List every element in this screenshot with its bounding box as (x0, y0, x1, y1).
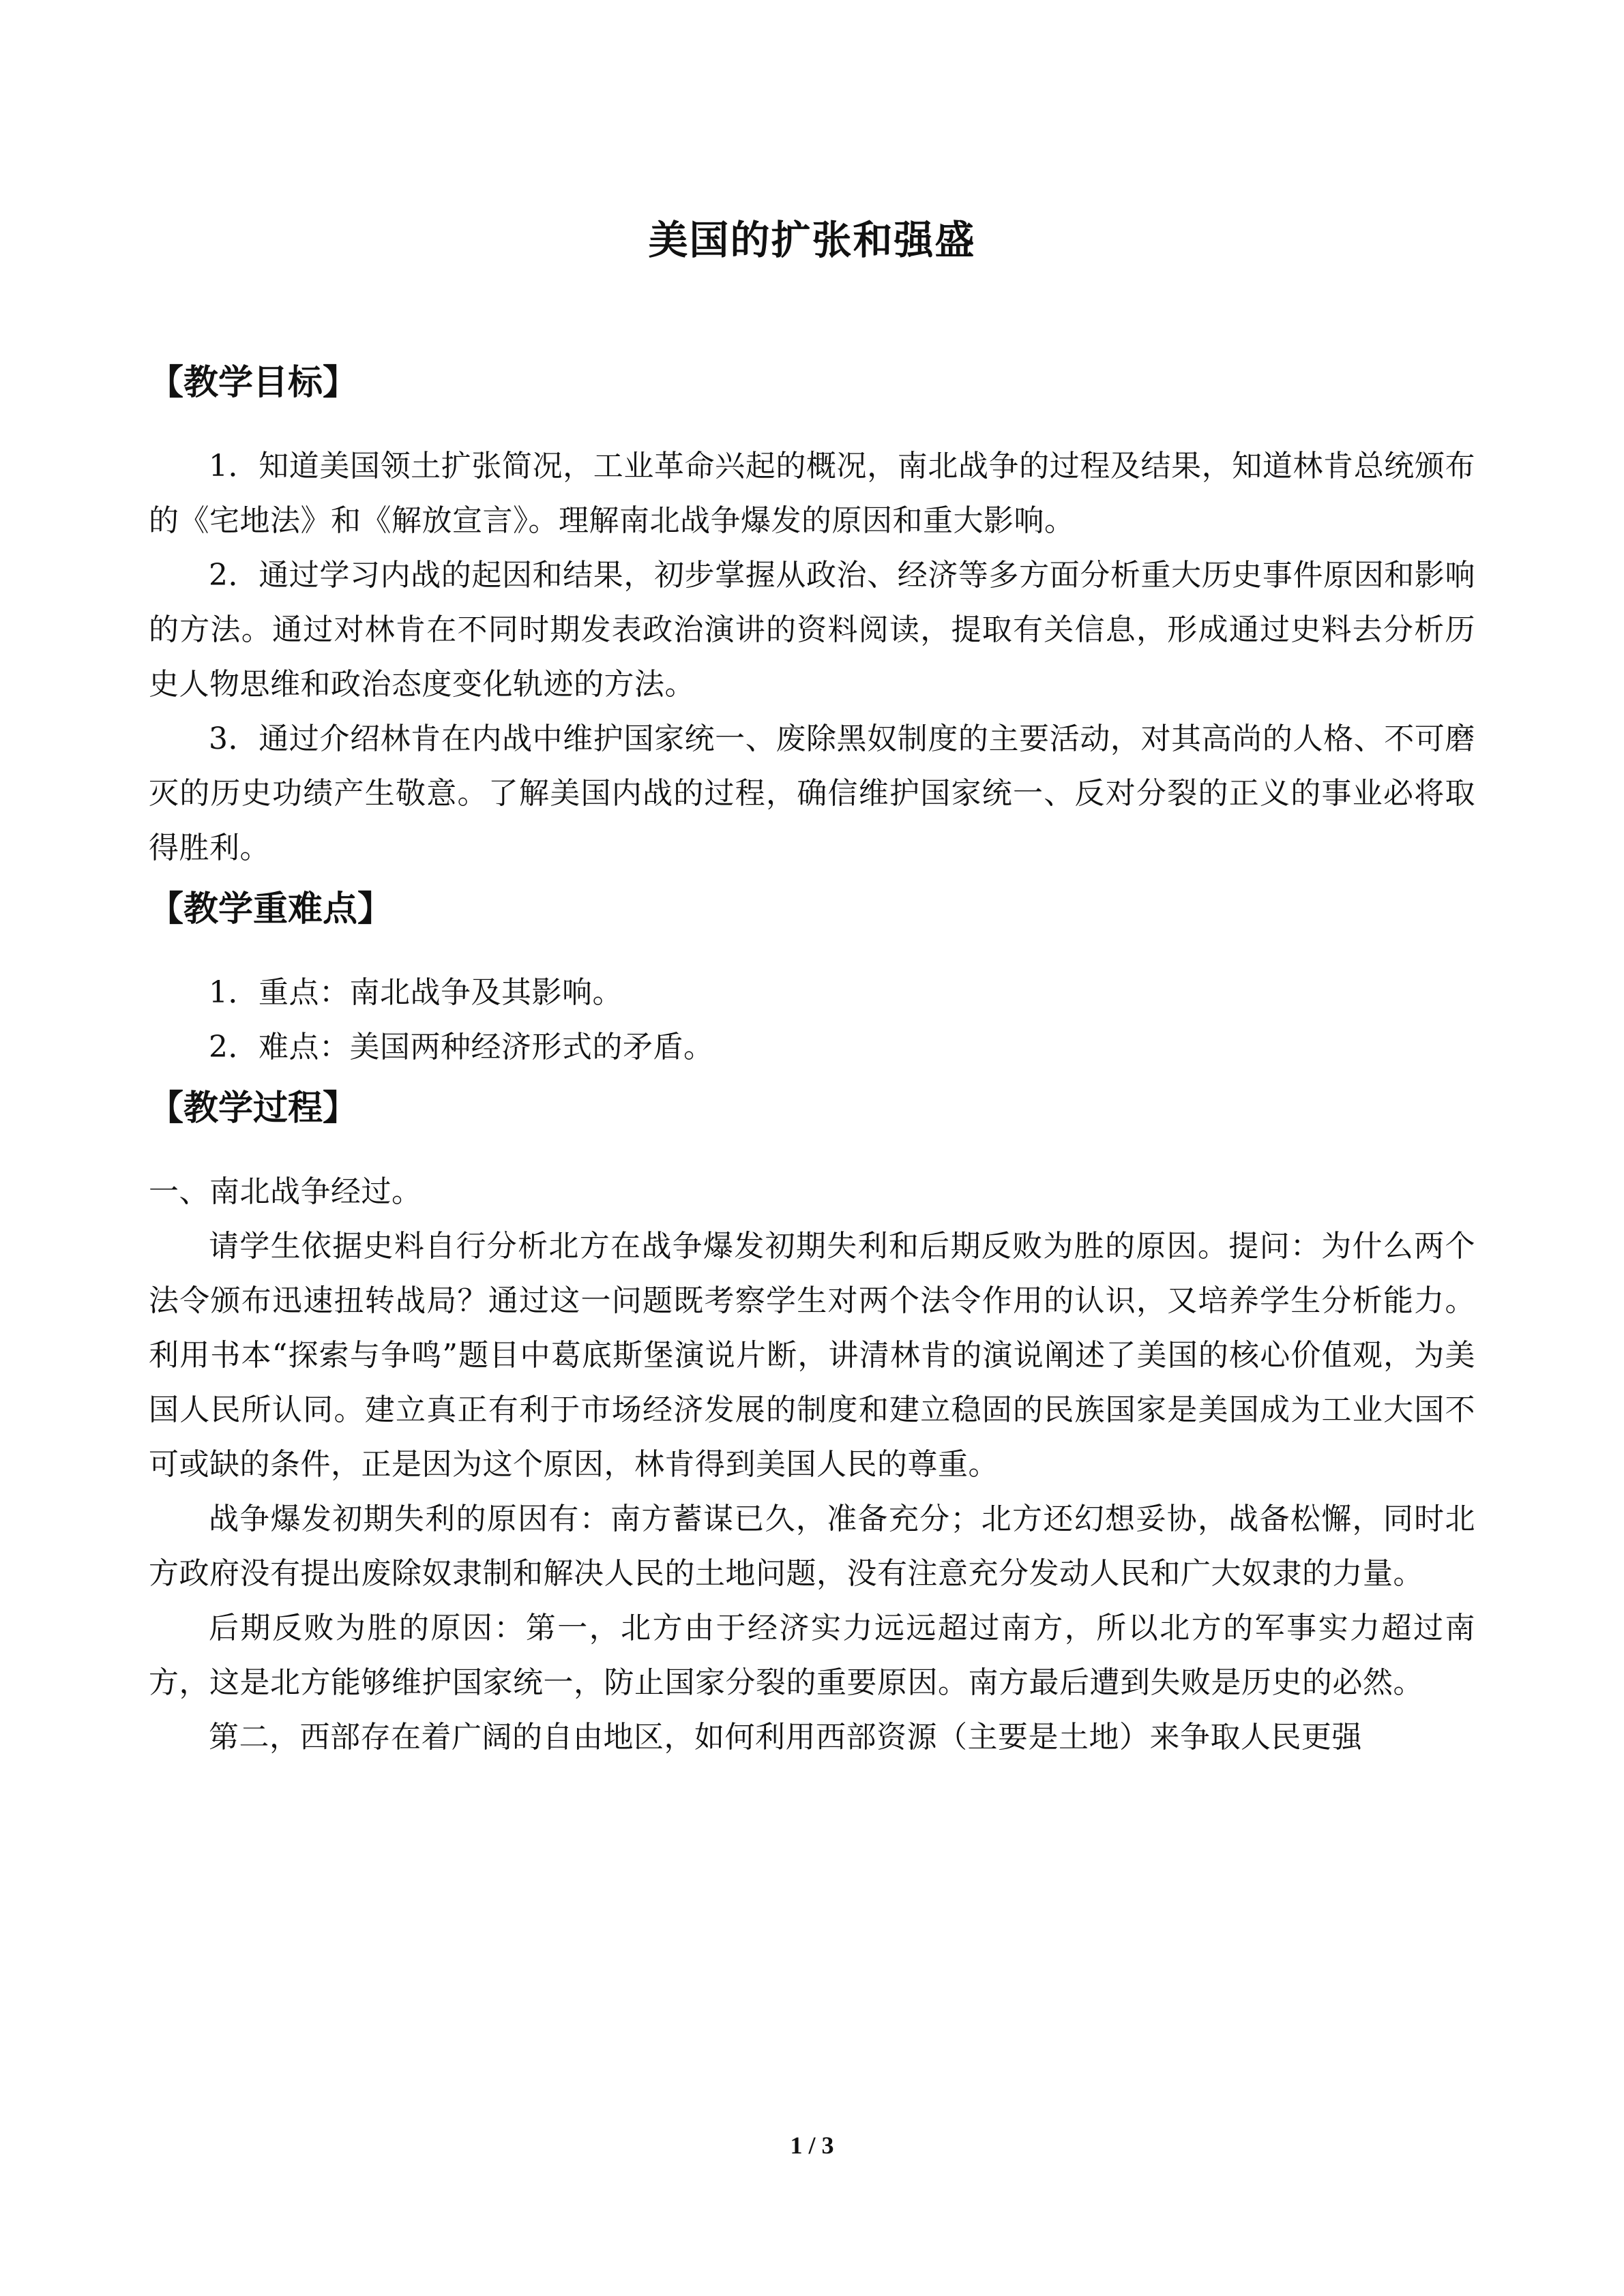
section-heading-key-points: 【教学重难点】 (149, 889, 393, 929)
key-point-item-2: 2．难点：美国两种经济形式的矛盾。 (209, 1030, 714, 1064)
objective-item-3: 3．通过介绍林肯在内战中维护国家统一、废除黑奴制度的主要活动，对其高尚的人格、不可磨灭的历史功绩产生敬意。了解美国内战的过程，确信维护国家统一、反对分裂的正义的事业必将取得胜利。 (149, 721, 1475, 865)
process-subheading: 一、南北战争经过。 (149, 1174, 422, 1209)
objective-item-2: 2．通过学习内战的起因和结果，初步掌握从政治、经济等多方面分析重大历史事件原因和影响的方法。通过对林肯在不同时期发表政治演讲的资料阅读，提取有关信息，形成通过史料去分析历史人物思维和政治态度变化轨迹的方法。 (149, 558, 1475, 702)
process-paragraph-4: 第二，西部存在着广阔的自由地区，如何利用西部资源（主要是土地）来争取人民更强 (209, 1720, 1362, 1755)
page-title: 美国的扩张和强盛 (648, 217, 976, 263)
objective-item-1: 1．知道美国领土扩张简况，工业革命兴起的概况，南北战争的过程及结果，知道林肯总统颁布的《宅地法》和《解放宣言》。理解南北战争爆发的原因和重大影响。 (149, 449, 1475, 538)
page-number: 1 / 3 (790, 2132, 834, 2159)
process-paragraph-2: 战争爆发初期失利的原因有：南方蓄谋已久，准备充分；北方还幻想妥协，战备松懈，同时北方政府没有提出废除奴隶制和解决人民的土地问题，没有注意充分发动人民和广大奴隶的力量。 (149, 1502, 1475, 1591)
process-paragraph-1: 请学生依据史料自行分析北方在战争爆发初期失利和后期反败为胜的原因。提问：为什么两个法令颁布迅速扭转战局？通过这一问题既考察学生对两个法令作用的认识，又培养学生分析能力。利用书本“探索与争鸣”题目中葛底斯堡演说片断，讲清林肯的演说阐述了美国的核心价值观，为美国人民所认同。建立真正有利于市场经济发展的制度和建立稳固的民族国家是美国成为工业大国不可或缺的条件，正是因为这个原因，林肯得到美国人民的尊重。 (149, 1229, 1476, 1482)
process-paragraph-3: 后期反败为胜的原因：第一，北方由于经济实力远远超过南方，所以北方的军事实力超过南方，这是北方能够维护国家统一，防止国家分裂的重要原因。南方最后遭到失败是历史的必然。 (149, 1611, 1475, 1700)
document-body (149, 355, 1475, 1765)
section-heading-objectives: 【教学目标】 (149, 363, 358, 403)
section-heading-process: 【教学过程】 (149, 1088, 358, 1129)
key-point-item-1: 1．重点：南北战争及其影响。 (209, 975, 623, 1010)
